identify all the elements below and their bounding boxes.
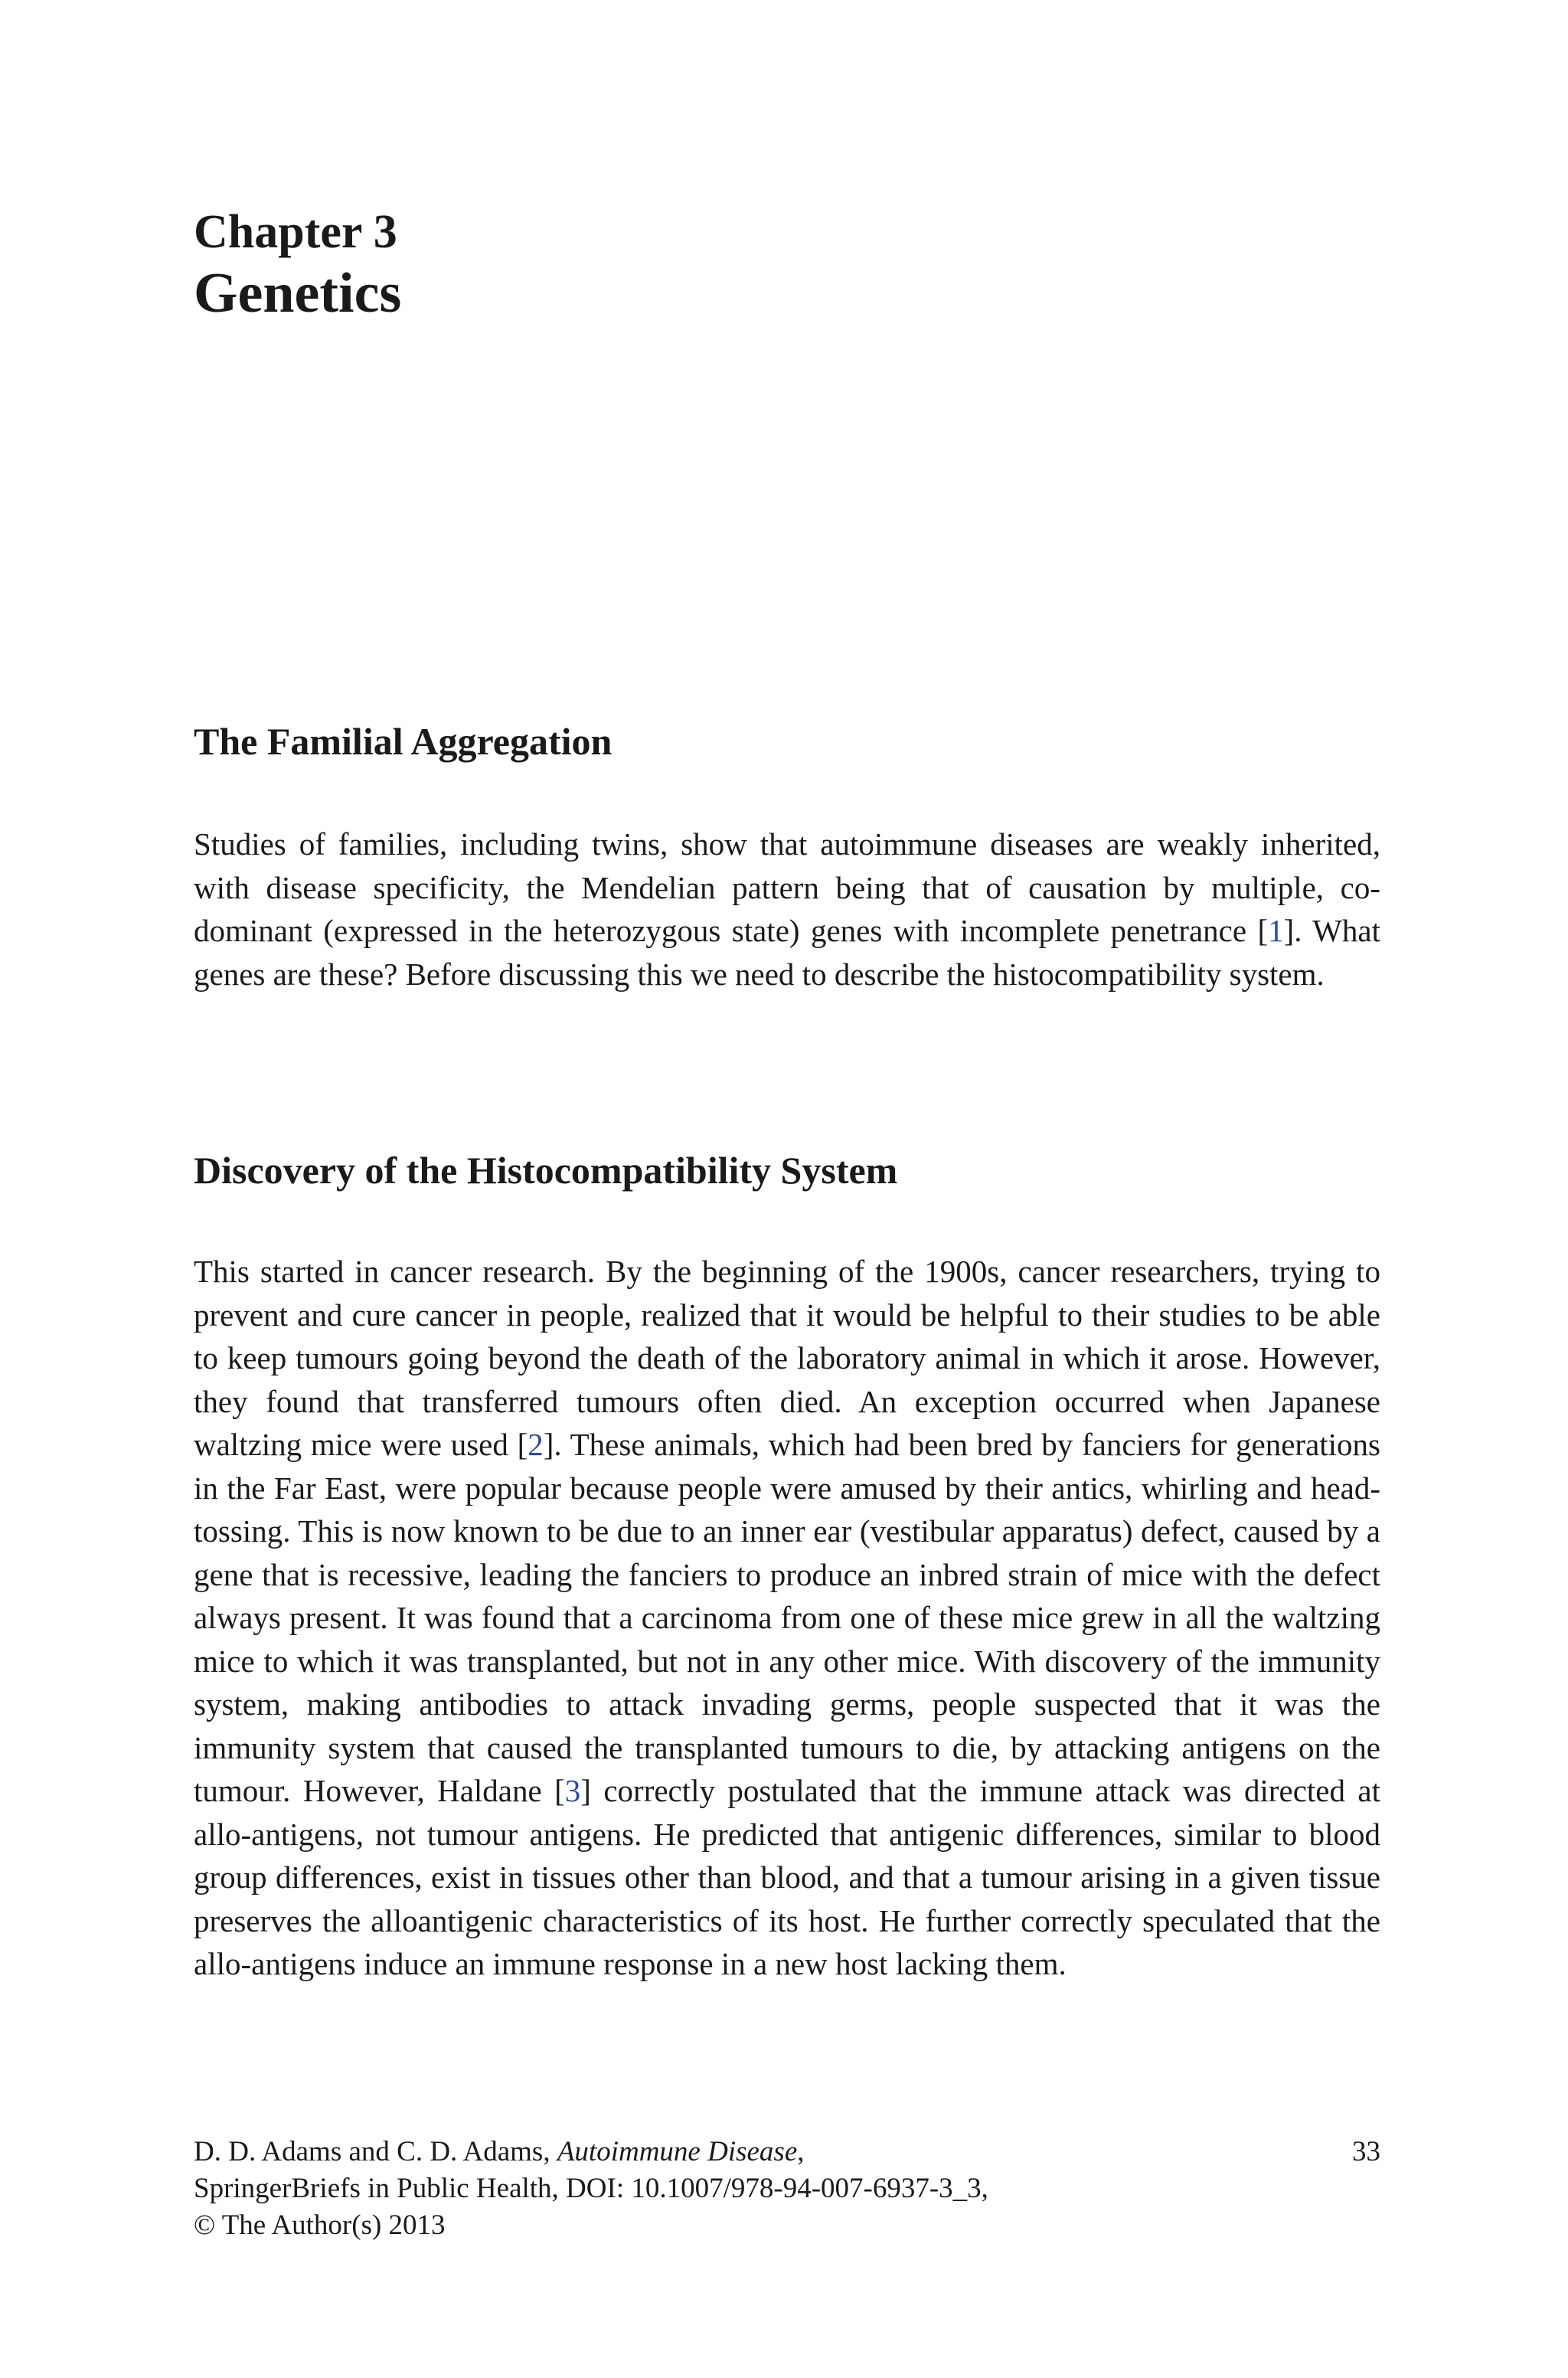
citation-link-2[interactable]: 2 [528,1427,544,1462]
citation-link-1[interactable]: 1 [1268,913,1284,948]
footer-series-doi: SpringerBriefs in Public Health, DOI: 10.1007/978-94-007-6937-3_3, [194,2173,988,2204]
citation-link-3[interactable]: 3 [564,1773,581,1808]
paragraph-histocompatibility [194,1250,1380,1986]
footer-citation-line [194,2134,1380,2170]
section-heading-histocompatibility: Discovery of the Histocompatibility System [194,1149,898,1192]
paragraph-text: ]. What genes are these? Before discussing this we need to describe the histocompatibility system. [194,913,1380,992]
chapter-title: Genetics [194,262,402,325]
page-number: 33 [1352,2136,1380,2167]
chapter-label: Chapter 3 [194,206,397,258]
section-heading-familial-aggregation: The Familial Aggregation [194,720,612,763]
footer-copyright: © The Author(s) 2013 [194,2210,446,2241]
paragraph-text: ]. These animals, which had been bred by fanciers for generations in the Far East, were popular because people were amused by their antics, whirling and head-tossing. This is now known to be due to an inner ear (vestibular apparatus) defect, caused by a gene that is recessive, leading the fanciers to produce an inbred strain of mice with the defect always present. It was found that a carcinoma from one of these mice grew in all the waltzing mice to which it was transplanted, but not in any other mice. With discovery of the immunity system, making antibodies to attack invading germs, people suspected that it was the immunity system that caused the transplanted tumours to die, by attacking antigens on the tumour. However, Haldane [ [194,1427,1381,1808]
footer-authors: D. D. Adams and C. D. Adams, [194,2136,557,2167]
footer-book-title: Autoimmune Disease [557,2136,798,2167]
footer-comma: , [797,2136,805,2167]
page-footer [194,2134,1380,2244]
paragraph-text: Studies of families, including twins, show that autoimmune diseases are weakly inherited, with disease specificity, the Mendelian pattern being that of causation by multiple, co-dominant (expressed in the heterozygous state) genes with incomplete penetrance [ [194,826,1380,948]
paragraph-familial-aggregation [194,823,1380,996]
paragraph-text: ] correctly postulated that the immune attack was directed at allo-antigens, not tumour antigens. He predicted that antigenic differences, similar to blood group differences, exist in tissues other than blood, and that a tumour arising in a given tissue preserves the alloantigenic characteristics of its host. He further correctly speculated that the allo-antigens induce an immune response in a new host lacking them. [194,1773,1381,1981]
paragraph-text: This started in cancer research. By the beginning of the 1900s, cancer researchers, trying to prevent and cure cancer in people, realized that it would be helpful to their studies to be able to keep tumours going beyond the death of the laboratory animal in which it arose. However, they found that transferred tumours often died. An exception occurred when Japanese waltzing mice were used [ [194,1254,1380,1462]
